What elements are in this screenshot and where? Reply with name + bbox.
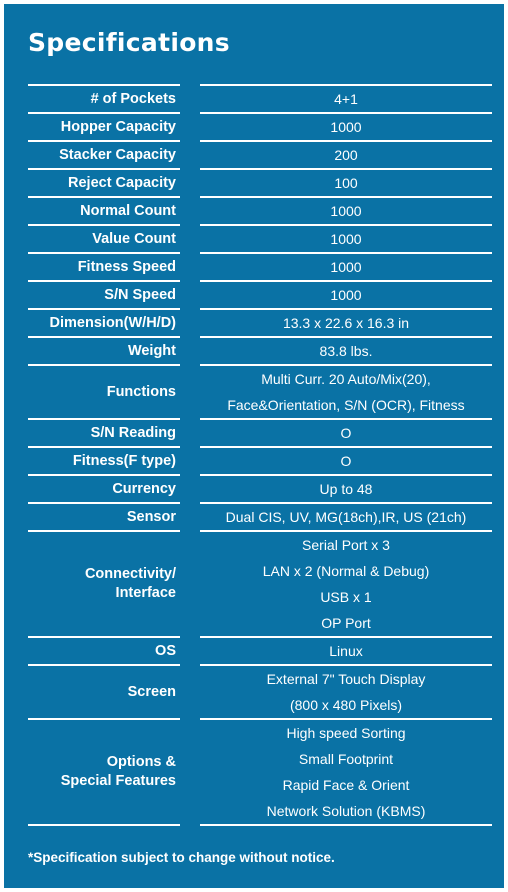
spec-label [28,168,180,196]
spec-value: Small Footprint [298,751,394,767]
spec-values [200,224,492,252]
spec-value: 4+1 [334,91,358,107]
spec-values [200,474,492,502]
spec-label [28,664,180,718]
spec-label [28,84,180,112]
spec-label-line: S/N Speed [104,286,176,303]
spec-values [200,168,492,196]
spec-label [28,474,180,502]
spec-label [28,308,180,336]
spec-row [28,446,492,474]
spec-label-line: Interface [115,585,176,601]
spec-row [28,718,492,824]
spec-value: OP Port [321,615,371,631]
spec-value: Dual CIS, UV, MG(18ch),IR, US (21ch) [225,509,467,525]
spec-label-line: Reject Capacity [68,174,176,191]
spec-label-line: Value Count [92,230,176,247]
spec-value: Linux [329,643,363,659]
rule-left [28,824,180,826]
spec-label-line: OS [155,642,176,659]
spec-label-line: Screen [127,683,176,700]
rule-right [200,824,492,826]
spec-values [200,718,492,824]
spec-values [200,502,492,530]
spec-value: 1000 [330,287,362,303]
spec-label-line: Fitness(F type) [72,452,176,469]
spec-row [28,140,492,168]
spec-value: 1000 [330,203,362,219]
spec-label-line: Weight [127,342,176,359]
specifications-panel [4,4,504,888]
spec-row [28,502,492,530]
spec-values [200,418,492,446]
spec-row [28,636,492,664]
spec-value: 1000 [330,259,362,275]
spec-label [28,636,180,664]
spec-label-line: Sensor [126,508,176,525]
spec-values [200,252,492,280]
spec-row [28,336,492,364]
spec-value: 13.3 x 22.6 x 16.3 in [282,315,410,331]
spec-values [200,196,492,224]
spec-values [200,446,492,474]
spec-row [28,664,492,718]
spec-label-line: Currency [112,480,176,497]
spec-label [28,446,180,474]
spec-values [200,530,492,636]
spec-label-line: Connectivity/ [84,566,176,582]
spec-label [28,530,180,636]
spec-label [28,196,180,224]
spec-value: Up to 48 [319,481,373,497]
spec-values [200,664,492,718]
spec-values [200,308,492,336]
spec-value: 1000 [330,119,362,135]
spec-values [200,140,492,168]
spec-row [28,308,492,336]
spec-row [28,364,492,418]
spec-value: Network Solution (KBMS) [266,803,426,819]
spec-row [28,530,492,636]
spec-label [28,112,180,140]
spec-label-line: Functions [106,383,176,400]
spec-table [28,84,492,826]
spec-label [28,364,180,418]
spec-values [200,636,492,664]
spec-value: High speed Sorting [286,725,406,741]
spec-row [28,224,492,252]
spec-value: 1000 [330,231,362,247]
spec-value: Serial Port x 3 [302,537,390,553]
spec-label-line: Dimension(W/H/D) [49,314,176,331]
spec-row [28,168,492,196]
spec-values [200,364,492,418]
spec-value: 100 [334,175,358,191]
spec-row [28,196,492,224]
spec-label-line: S/N Reading [90,424,176,441]
spec-value: O [340,453,352,469]
spec-row [28,418,492,446]
spec-label [28,502,180,530]
spec-label-line: # of Pockets [90,90,176,107]
spec-row [28,474,492,502]
page-title: Specifications [28,28,230,57]
table-bottom-rule [28,824,492,826]
spec-value: External 7" Touch Display [266,671,426,687]
spec-value: USB x 1 [320,589,372,605]
spec-value: (800 x 480 Pixels) [289,697,403,713]
spec-value: LAN x 2 (Normal & Debug) [262,563,430,579]
spec-label-line: Special Features [60,773,176,789]
spec-label [28,252,180,280]
spec-label [28,280,180,308]
spec-label [28,418,180,446]
spec-value: Multi Curr. 20 Auto/Mix(20), [261,371,431,387]
spec-row [28,252,492,280]
spec-label-line: Hopper Capacity [60,118,176,135]
spec-label-line: Stacker Capacity [59,146,176,163]
spec-row [28,280,492,308]
spec-values [200,84,492,112]
spec-values [200,280,492,308]
footnote: *Specification subject to change without notice. [28,850,335,865]
spec-row [28,84,492,112]
spec-label [28,336,180,364]
spec-value: 200 [334,147,358,163]
spec-label [28,140,180,168]
spec-label-line: Options & [106,754,176,770]
spec-row [28,112,492,140]
spec-value: Face&Orientation, S/N (OCR), Fitness [227,397,465,413]
spec-values [200,112,492,140]
spec-label-line: Fitness Speed [77,258,176,275]
spec-label-line: Normal Count [80,202,176,219]
spec-value: 83.8 lbs. [319,343,373,359]
spec-values [200,336,492,364]
spec-label [28,224,180,252]
spec-value: O [340,425,352,441]
spec-value: Rapid Face & Orient [282,777,410,793]
spec-label [28,718,180,824]
